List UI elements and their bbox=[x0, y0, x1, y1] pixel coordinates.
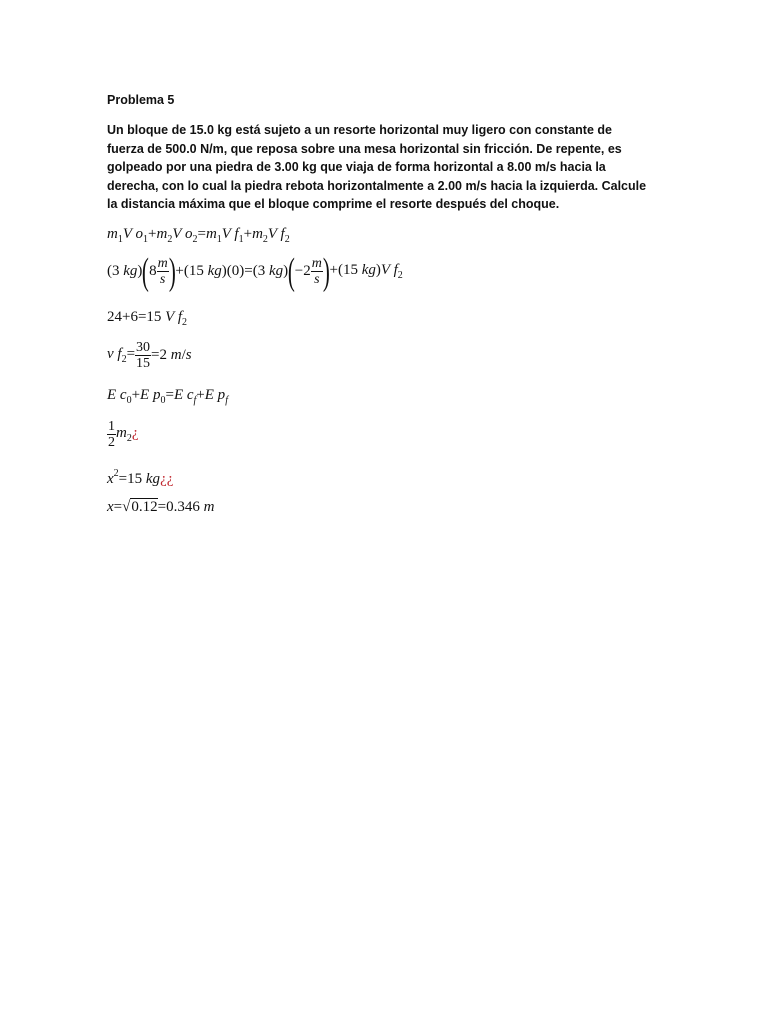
error-glyph: ¿¿ bbox=[160, 471, 174, 487]
equation-momentum-values: (3 kg)(8 $\frac{m}{s}$ )+(15 kg)(0)=(3 kg)(−2 $\frac{m}{s}$ )+(15 kg)V $f_2$ bbox=[107, 250, 403, 293]
problem-statement: Un bloque de 15.0 kg está sujeto a un resorte horizontal muy ligero con constante de fuerza de 500.0 N/m, que reposa sobre una mesa horizontal sin fricción. De repente, es golpeado por una piedra de 3.00 kg que viaja de forma horizontal a 8.00 m/s hacia la derecha, con lo cual la piedra rebota horizontalmente a 2.00 m/s hacia la izquierda. Calcule la distancia máxima que el bloque comprime el resorte después del choque. bbox=[107, 123, 647, 212]
equation-momentum-conservation: $m_1V$ $o_1+m_2V$ $o_2=m_1V$ $f_1+m_2V$ $f_2$ bbox=[107, 226, 290, 245]
equation-final-velocity: v $f_2=$ $\frac{30}{15}$ =2 m/s bbox=[107, 340, 192, 371]
equation-sum: 24+6=15 V $f_2$ bbox=[107, 309, 187, 328]
equation-result: x=√0.12=0.346 m bbox=[107, 499, 215, 515]
error-glyph: ¿ bbox=[131, 425, 139, 441]
equation-x-squared: $x^2=15$ kg¿¿ bbox=[107, 468, 174, 487]
problem-title: Problema 5 bbox=[107, 93, 175, 107]
equation-kinetic-energy: $\frac{1}{2}$ $m_2¿$ bbox=[108, 419, 139, 450]
equation-energy-conservation: E $c_0+E$ $p_0=E$ $c_f+E$ $p_f$ bbox=[107, 387, 228, 406]
